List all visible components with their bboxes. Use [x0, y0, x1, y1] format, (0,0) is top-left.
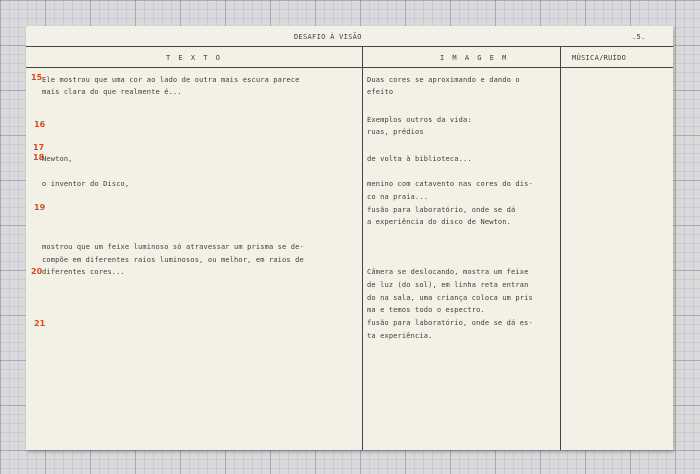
header-bottom-rule — [26, 67, 673, 68]
texto-line: diferentes cores... — [42, 268, 125, 276]
header-top-rule — [26, 46, 673, 47]
texto-line: mais clara do que realmente é... — [42, 88, 182, 96]
imagem-line: menino com catavento nas cores do dis- — [367, 180, 533, 188]
column-header-musica: MÚSICA/RUÍDO — [572, 54, 627, 62]
column-header-texto: T E X T O — [166, 54, 222, 62]
imagem-line: ta experiência. — [367, 332, 433, 340]
scene-number: 18 — [33, 153, 45, 162]
imagem-line: co na praia... — [367, 193, 429, 201]
imagem-line: Exemplos outros da vida: — [367, 116, 472, 124]
imagem-line: ma e temos todo o espectro. — [367, 306, 485, 314]
scene-number: 20 — [31, 267, 43, 276]
scene-number: 16 — [34, 120, 46, 129]
column-divider-2 — [560, 46, 561, 450]
column-header-imagem: I M A G E M — [440, 54, 509, 62]
texto-line: o inventor do Disco, — [42, 180, 130, 188]
texto-line: compõe em diferentes raios luminosos, ou melhor, em raios de — [42, 256, 304, 264]
script-sheet — [26, 26, 673, 450]
column-divider-1 — [362, 46, 363, 450]
imagem-line: efeito — [367, 88, 394, 96]
texto-line: Ele mostrou que uma cor ao lado de outra mais escura parece — [42, 76, 300, 84]
imagem-line: fusão para laboratório, onde se dá — [367, 206, 516, 214]
scene-number: 19 — [34, 203, 46, 212]
imagem-line: do na sala, uma criança coloca um pris — [367, 294, 533, 302]
imagem-line: ruas, prédios — [367, 128, 424, 136]
imagem-line: Câmera se deslocando, mostra um feixe — [367, 268, 529, 276]
page-number: .5. — [632, 33, 646, 41]
imagem-line: Duas cores se aproximando e dando o — [367, 76, 520, 84]
imagem-line: de volta à biblioteca... — [367, 155, 472, 163]
scene-number: 17 — [33, 143, 45, 152]
document-title: DESAFIO À VISÃO — [294, 33, 362, 41]
imagem-line: a experiência do disco de Newton. — [367, 218, 512, 226]
scene-number: 21 — [34, 319, 46, 328]
scene-number: 15 — [31, 73, 43, 82]
imagem-line: fusão para laboratório, onde se dá es- — [367, 319, 533, 327]
texto-line: mostrou que um feixe luminoso só atravessar um prisma se de- — [42, 243, 304, 251]
texto-line: Newton, — [42, 155, 73, 163]
imagem-line: de luz (do sol), em linha reta entran — [367, 281, 529, 289]
